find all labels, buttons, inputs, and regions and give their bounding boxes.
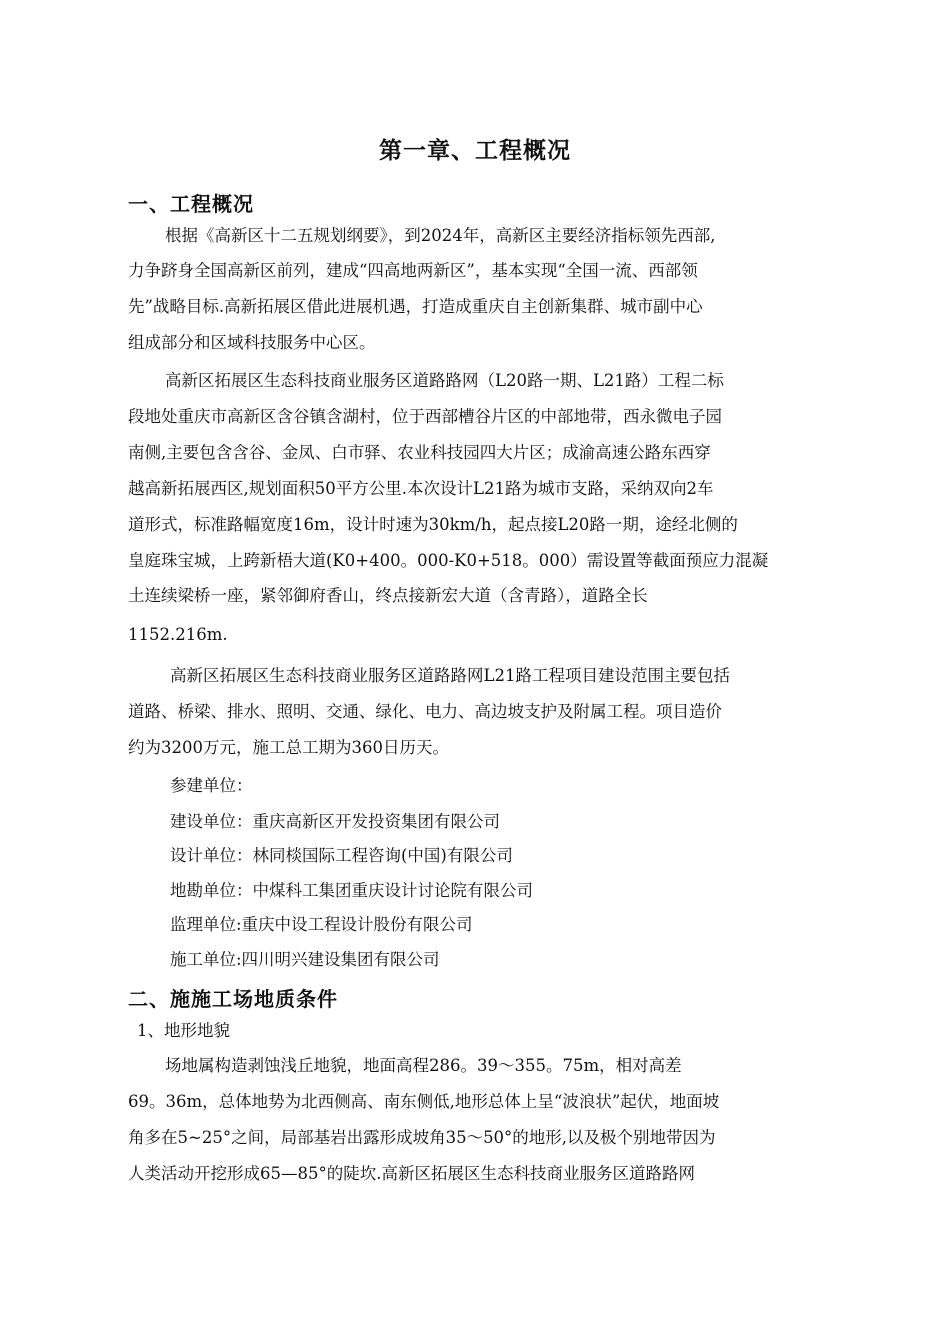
paragraph-line: 土连续梁桥一座，紧邻御府香山，终点接新宏大道（含青路），道路全长	[128, 586, 648, 605]
section-heading-geology: 二、施施工场地质条件	[128, 987, 338, 1011]
paragraph-line: 组成部分和区域科技服务中心区。	[128, 333, 376, 352]
paragraph-line: 人类活动开挖形成65—85°的陡坎.高新区拓展区生态科技商业服务区道路路网	[128, 1164, 695, 1183]
paragraph-line: 高新区拓展区生态科技商业服务区道路路网（L20路一期、L21路）工程二标	[165, 371, 724, 390]
participant-line: 地勘单位：中煤科工集团重庆设计讨论院有限公司	[170, 881, 533, 900]
participants-label: 参建单位：	[170, 776, 253, 795]
paragraph-line: 角多在5~25°之间，局部基岩出露形成坡角35～50°的地形,以及极个别地带因为	[128, 1128, 716, 1147]
paragraph-line: 越高新拓展西区,规划面积50平方公里.本次设计L21路为城市支路，采纳双向2车	[128, 479, 714, 498]
paragraph-line: 根据《高新区十二五规划纲要》，到2024年，高新区主要经济指标领先西部,	[165, 226, 716, 245]
paragraph-line: 高新区拓展区生态科技商业服务区道路路网L21路工程项目建设范围主要包括	[170, 666, 730, 685]
participant-line: 施工单位:四川明兴建设集团有限公司	[170, 950, 440, 969]
paragraph-line: 段地处重庆市高新区含谷镇含湖村，位于西部槽谷片区的中部地带，西永微电子园	[128, 407, 722, 426]
paragraph-line: 力争跻身全国高新区前列，建成“四高地两新区”，基本实现“全国一流、西部领	[128, 261, 698, 280]
paragraph-line: 先”战略目标.高新拓展区借此进展机遇，打造成重庆自主创新集群、城市副中心	[128, 297, 703, 316]
section-heading-overview: 一、工程概况	[128, 192, 254, 216]
participant-line: 监理单位:重庆中设工程设计股份有限公司	[170, 915, 473, 934]
chapter-title: 第一章、工程概况	[379, 138, 571, 164]
paragraph-line: 场地属构造剥蚀浅丘地貌，地面高程286。39～355。75m，相对高差	[165, 1056, 682, 1075]
paragraph-line: 约为3200万元，施工总工期为360日历天。	[128, 738, 449, 757]
paragraph-line: 道形式，标准路幅宽度16m，设计时速为30km/h，起点接L20路一期，途经北侧的	[128, 515, 738, 534]
sub-heading-terrain: 1、地形地貌	[137, 1021, 230, 1040]
paragraph-line: 南侧,主要包含含谷、金凤、白市驿、农业科技园四大片区；成渝高速公路东西穿	[128, 443, 711, 462]
paragraph-line: 69。36m，总体地势为北西侧高、南东侧低,地形总体上呈“波浪状”起伏，地面坡	[128, 1092, 720, 1111]
participant-line: 设计单位：林同棪国际工程咨询(中国)有限公司	[170, 846, 513, 865]
paragraph-line: 道路、桥梁、排水、照明、交通、绿化、电力、高边坡支护及附属工程。项目造价	[128, 702, 722, 721]
paragraph-line: 皇庭珠宝城，上跨新梧大道(K0+400。000-K0+518。000）需设置等截面预应力混凝	[128, 551, 769, 570]
paragraph-line: 1152.216m.	[128, 625, 228, 644]
participant-line: 建设单位：重庆高新区开发投资集团有限公司	[170, 812, 500, 831]
